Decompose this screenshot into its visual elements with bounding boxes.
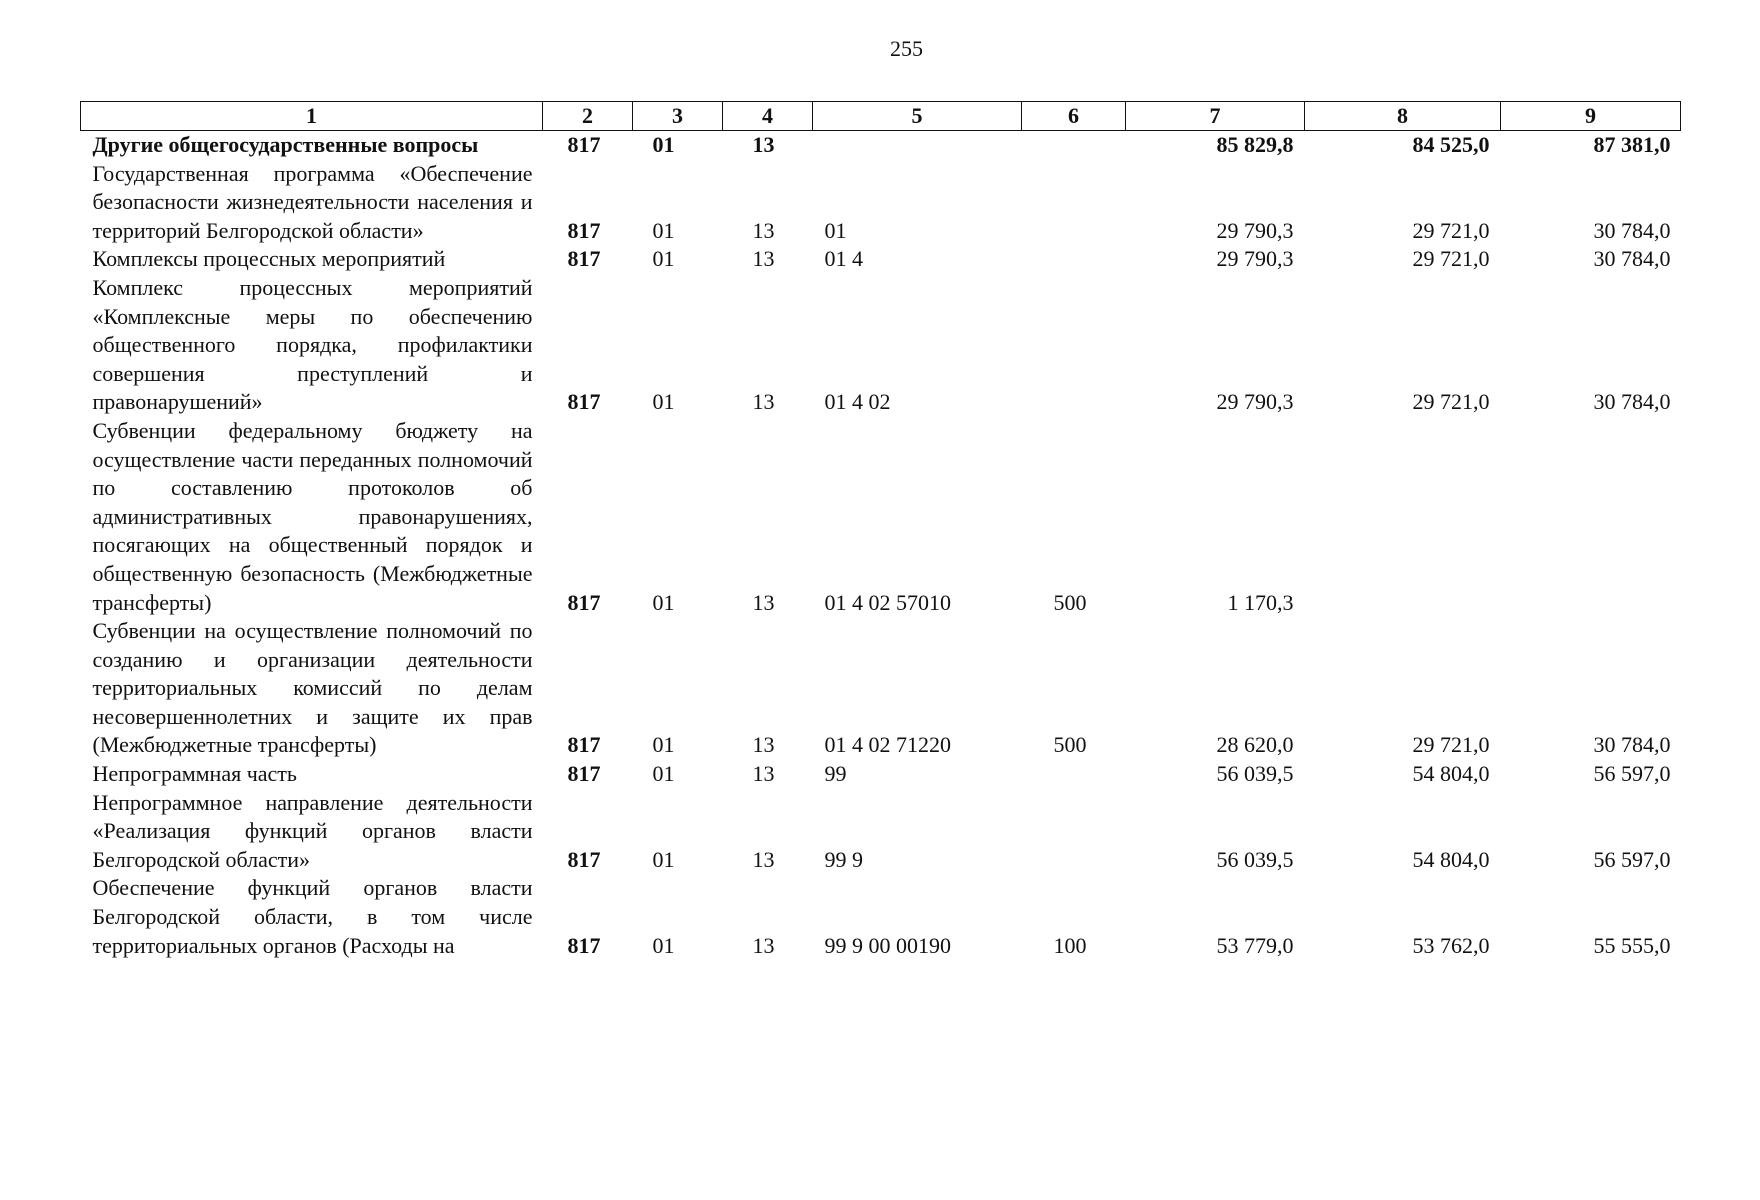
table-row	[81, 417, 1681, 617]
row-admin-code: 817	[567, 589, 601, 615]
row-name: Другие общегосударственные вопросы	[92, 132, 479, 157]
row-name: Государственная программа «Обеспечение безопасности жизнедеятельности населения и территорий Белгородской области»	[92, 160, 533, 243]
row-amount-year-1: 53 779,0	[1216, 932, 1294, 958]
page-number: 255	[890, 36, 923, 61]
row-amount-year-1: 29 790,3	[1216, 389, 1294, 415]
row-target-item: 99 9 00 00190	[824, 932, 951, 958]
row-target-item: 01	[824, 217, 847, 243]
table-row	[81, 245, 1681, 274]
row-name: Обеспечение функций органов власти Белгородской области, в том числе территориальных органов (Расходы на	[92, 875, 533, 958]
row-expense-type: 500	[1053, 589, 1087, 615]
row-target-item	[813, 131, 1022, 160]
row-subsection: 13	[752, 732, 775, 758]
row-target-item: 99 9	[824, 846, 863, 872]
table-row	[81, 131, 1681, 160]
column-header-7: 7	[1126, 102, 1305, 131]
row-subsection: 13	[752, 589, 775, 615]
row-expense-type	[1022, 245, 1126, 274]
row-subsection: 13	[752, 932, 775, 958]
row-amount-year-3: 30 784,0	[1593, 732, 1671, 758]
row-subsection: 13	[752, 246, 775, 272]
row-admin-code: 817	[567, 389, 601, 415]
row-section: 01	[652, 246, 675, 272]
table-row	[81, 789, 1681, 875]
row-amount-year-1: 85 829,8	[1216, 132, 1294, 157]
row-admin-code: 817	[567, 132, 601, 157]
row-amount-year-3: 56 597,0	[1593, 846, 1671, 872]
row-section: 01	[652, 932, 675, 958]
row-name: Субвенции на осуществление полномочий по созданию и организации деятельности территориальных комиссий по делам несовершеннолетних и защите их прав (Межбюджетные трансферты)	[92, 618, 533, 758]
row-section: 01	[652, 217, 675, 243]
row-expense-type	[1022, 131, 1126, 160]
row-expense-type	[1022, 160, 1126, 246]
table-body	[81, 131, 1681, 961]
row-admin-code: 817	[567, 217, 601, 243]
table-header	[81, 102, 1681, 131]
row-amount-year-1: 56 039,5	[1216, 761, 1294, 787]
row-section: 01	[652, 761, 675, 787]
row-target-item: 01 4 02 57010	[824, 589, 951, 615]
row-amount-year-2: 53 762,0	[1412, 932, 1490, 958]
row-name: Непрограммное направление деятельности «Реализация функций органов власти Белгородской области»	[92, 789, 533, 872]
row-target-item: 01 4	[824, 246, 863, 272]
row-expense-type: 100	[1053, 932, 1087, 958]
column-header-5: 5	[813, 102, 1022, 131]
column-header-3: 3	[633, 102, 723, 131]
row-subsection: 13	[752, 217, 775, 243]
row-admin-code: 817	[567, 732, 601, 758]
row-admin-code: 817	[567, 761, 601, 787]
row-expense-type	[1022, 760, 1126, 789]
row-amount-year-3: 30 784,0	[1593, 217, 1671, 243]
row-section: 01	[652, 389, 675, 415]
row-amount-year-3: 55 555,0	[1593, 932, 1671, 958]
row-amount-year-3: 30 784,0	[1593, 246, 1671, 272]
row-amount-year-1: 29 790,3	[1216, 246, 1294, 272]
row-section: 01	[652, 589, 675, 615]
row-amount-year-2: 29 721,0	[1412, 389, 1490, 415]
row-amount-year-1: 28 620,0	[1216, 732, 1294, 758]
row-subsection: 13	[752, 846, 775, 872]
column-header-2: 2	[543, 102, 633, 131]
table-row	[81, 617, 1681, 760]
row-admin-code: 817	[567, 846, 601, 872]
row-admin-code: 817	[567, 246, 601, 272]
table-row	[81, 274, 1681, 417]
row-name: Комплексы процессных мероприятий	[92, 246, 446, 272]
row-amount-year-2: 54 804,0	[1412, 761, 1490, 787]
row-amount-year-2: 54 804,0	[1412, 846, 1490, 872]
budget-table	[80, 101, 1681, 960]
row-amount-year-2	[1305, 417, 1501, 617]
row-amount-year-3	[1501, 417, 1681, 617]
row-target-item: 01 4 02 71220	[824, 732, 951, 758]
row-expense-type	[1022, 789, 1126, 875]
row-section: 01	[652, 846, 675, 872]
row-admin-code: 817	[567, 932, 601, 958]
column-header-1: 1	[81, 102, 543, 131]
row-name: Непрограммная часть	[92, 761, 297, 787]
row-amount-year-3: 87 381,0	[1593, 132, 1671, 157]
row-name: Комплекс процессных мероприятий «Комплексные меры по обеспечению общественного порядка, профилактики совершения преступлений и правонарушений»	[92, 274, 533, 415]
row-amount-year-1: 1 170,3	[1227, 589, 1294, 615]
column-header-6: 6	[1022, 102, 1126, 131]
row-subsection: 13	[752, 761, 775, 787]
column-header-8: 8	[1305, 102, 1501, 131]
row-target-item: 01 4 02	[824, 389, 891, 415]
row-target-item: 99	[824, 761, 847, 787]
row-amount-year-2: 29 721,0	[1412, 217, 1490, 243]
row-expense-type	[1022, 274, 1126, 417]
row-amount-year-1: 56 039,5	[1216, 846, 1294, 872]
row-expense-type: 500	[1053, 732, 1087, 758]
row-amount-year-1: 29 790,3	[1216, 217, 1294, 243]
row-amount-year-2: 29 721,0	[1412, 732, 1490, 758]
header-row	[81, 102, 1681, 131]
table-row	[81, 760, 1681, 789]
column-header-9: 9	[1501, 102, 1681, 131]
row-amount-year-2: 29 721,0	[1412, 246, 1490, 272]
row-amount-year-3: 30 784,0	[1593, 389, 1671, 415]
row-name: Субвенции федеральному бюджету на осуществление части переданных полномочий по составлению протоколов об административных правонарушениях, посягающих на общественный порядок и общественную безопасность (Межбюджетные трансферты)	[92, 417, 533, 615]
row-section: 01	[652, 132, 675, 157]
row-section: 01	[652, 732, 675, 758]
row-amount-year-3: 56 597,0	[1593, 761, 1671, 787]
column-header-4: 4	[723, 102, 813, 131]
table-row	[81, 874, 1681, 960]
row-amount-year-2: 84 525,0	[1412, 132, 1490, 157]
row-subsection: 13	[752, 132, 775, 157]
row-subsection: 13	[752, 389, 775, 415]
table-row	[81, 160, 1681, 246]
